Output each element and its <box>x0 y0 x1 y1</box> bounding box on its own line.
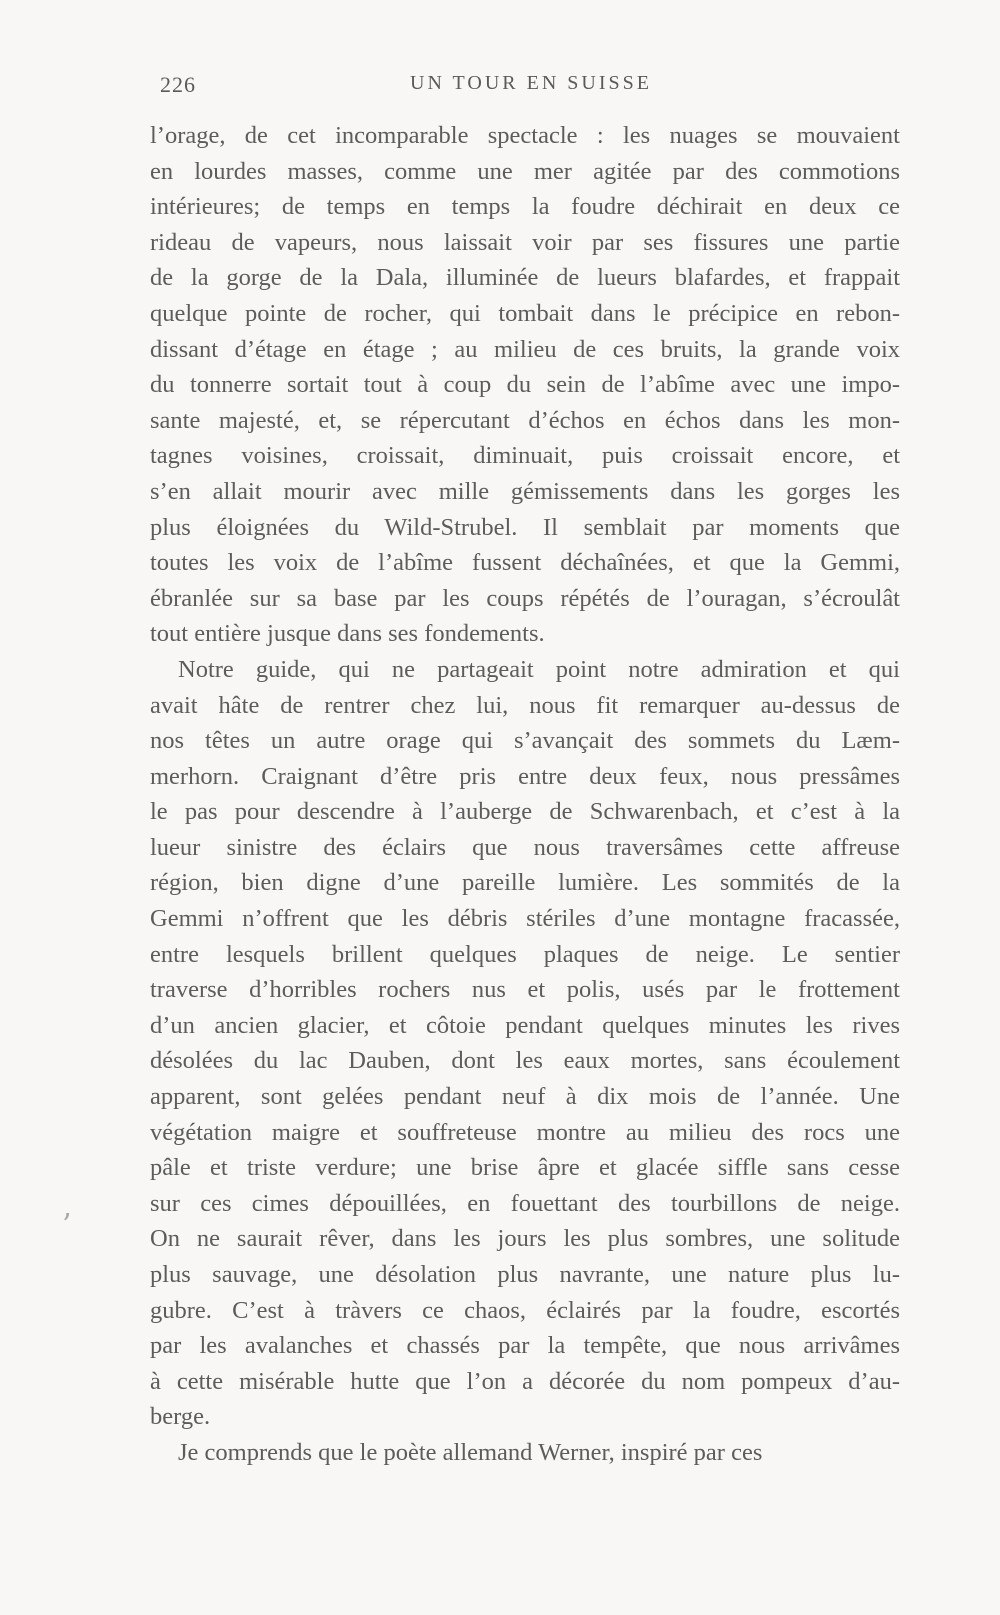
text-line: On ne saurait rêver, dans les jours les plus sombres, une solitude <box>150 1225 900 1253</box>
text-line: pâle et triste verdure; une brise âpre et glacée siffle sans cesse <box>150 1154 900 1182</box>
text-line: désolées du lac Dauben, dont les eaux mortes, sans écoulement <box>150 1047 900 1075</box>
text-line: quelque pointe de rocher, qui tombait dans le précipice en rebon- <box>150 299 900 327</box>
text-line: d’un ancien glacier, et côtoie pendant quelques minutes les rives <box>150 1011 900 1039</box>
text-line: lueur sinistre des éclairs que nous traversâmes cette affreuse <box>150 833 900 861</box>
text-line: s’en allait mourir avec mille gémissements dans les gorges les <box>150 477 900 505</box>
text-line: région, bien digne d’une pareille lumière. Les sommités de la <box>150 869 900 897</box>
text-line: tagnes voisines, croissait, diminuait, puis croissait encore, et <box>150 442 900 470</box>
text-line: intérieures; de temps en temps la foudre déchirait en deux ce <box>150 193 900 221</box>
text-line: dissant d’étage en étage ; au milieu de ces bruits, la grande voix <box>150 335 900 363</box>
text-line: l’orage, de cet incomparable spectacle : les nuages se mouvaient <box>150 122 900 149</box>
paragraph-start-line: Notre guide, qui ne partageait point notre admiration et qui <box>178 655 900 683</box>
text-line: toutes les voix de l’abîme fussent déchaînées, et que la Gemmi, <box>150 549 900 577</box>
text-line: traverse d’horribles rochers nus et polis, usés par le frottement <box>150 976 900 1004</box>
text-line: gubre. C’est à tràvers ce chaos, éclairés par la foudre, escortés <box>150 1296 900 1324</box>
text-line: apparent, sont gelées pendant neuf à dix mois de l’année. Une <box>150 1083 900 1111</box>
page-header <box>160 72 900 102</box>
text-line: merhorn. Craignant d’être pris entre deux feux, nous pressâmes <box>150 762 900 790</box>
text-line: avait hâte de rentrer chez lui, nous fit remarquer au-dessus de <box>150 691 900 719</box>
text-line: berge. <box>150 1403 211 1431</box>
text-line: végétation maigre et souffreteuse montre au milieu des rocs une <box>150 1118 900 1146</box>
text-line: à cette misérable hutte que l’on a décorée du nom pompeux d’au- <box>150 1367 900 1395</box>
text-line: rideau de vapeurs, nous laissait voir par ses fissures une partie <box>150 228 900 256</box>
text-line: tout entière jusque dans ses fondements. <box>150 620 545 648</box>
text-line: plus sauvage, une désolation plus navrante, une nature plus lu- <box>150 1261 900 1288</box>
text-line: ébranlée sur sa base par les coups répétés de l’ouragan, s’écroulât <box>150 584 900 612</box>
body-text <box>150 118 900 1471</box>
page-number: 226 <box>160 72 196 97</box>
text-line: par les avalanches et chassés par la tempête, que nous arrivâmes <box>150 1332 900 1360</box>
text-line: Gemmi n’offrent que les débris stériles d’une montagne fracassée, <box>150 905 900 933</box>
text-line: en lourdes masses, comme une mer agitée par des commotions <box>150 157 900 185</box>
text-line: entre lesquels brillent quelques plaques de neige. Le sentier <box>150 940 900 968</box>
text-line: sante majesté, et, se répercutant d’échos en échos dans les mon- <box>150 406 900 434</box>
text-line: de la gorge de la Dala, illuminée de lueurs blafardes, et frappait <box>150 264 900 292</box>
text-line: sur ces cimes dépouillées, en fouettant des tourbillons de neige. <box>150 1189 900 1217</box>
text-line: nos têtes un autre orage qui s’avançait des sommets du Læm- <box>150 727 900 755</box>
text-line: du tonnerre sortait tout à coup du sein de l’abîme avec une impo- <box>150 371 900 399</box>
running-title: UN TOUR EN SUISSE <box>410 72 652 94</box>
text-line: le pas pour descendre à l’auberge de Schwarenbach, et c’est à la <box>150 798 900 826</box>
margin-pencil-mark: ’ <box>62 1208 72 1243</box>
text-line: plus éloignées du Wild-Strubel. Il semblait par moments que <box>150 513 900 541</box>
paragraph-start-line: Je comprends que le poète allemand Werner, inspiré par ces <box>178 1438 763 1466</box>
